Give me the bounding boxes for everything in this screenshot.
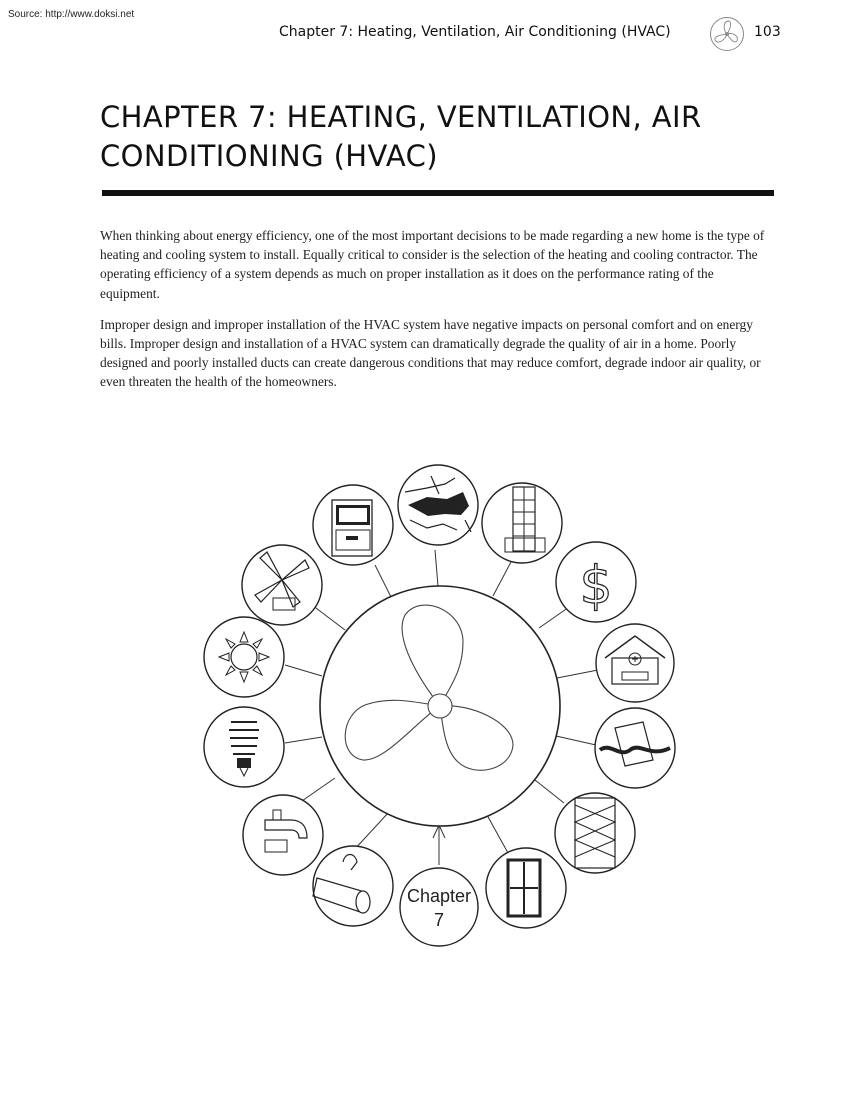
sun-icon: [204, 617, 284, 697]
building-icon: [482, 483, 562, 563]
title-rule: [102, 190, 774, 196]
us-map-icon: [398, 465, 478, 545]
fan-logo-icon: [709, 16, 745, 52]
windmill-icon: [242, 545, 322, 625]
insulation-batt-icon: [555, 793, 635, 873]
paragraph: Improper design and improper installation of the HVAC system have negative impacts on personal comfort and on energy bills. Improper design and installation of a HVAC system can dramatically degrade the quality of air in a home. Poorly designed and poorly installed ducts can create dangerous conditions that may reduce comfort, degrade indoor air quality, or even threaten the health of the homeowners.: [100, 316, 761, 390]
hvac-topic-wheel-diagram: [195, 460, 685, 955]
dollar-icon: [556, 542, 636, 622]
source-note: Source: http://www.doksi.net: [8, 9, 135, 20]
svg-text:$: $: [579, 556, 613, 616]
paragraph: When thinking about energy efficiency, one of the most important decisions to be made regarding a new home is the type of heating and cooling system to install. Equally critical to consider is the selection of the heating and cooling contractor. The operating efficiency of a system depends as much on proper installation as it does on the performance rating of the equipment.: [100, 228, 765, 301]
chapter-7-label-line1: Chapter: [406, 886, 472, 906]
wall-insulation-icon: [595, 708, 675, 788]
faucet-icon: [243, 795, 323, 875]
chapter-7-icon: [400, 868, 478, 946]
house-hvac-icon: [596, 624, 674, 702]
duct-tape-icon: [313, 846, 393, 926]
running-header-title: Chapter 7: Heating, Ventilation, Air Conditioning (HVAC): [279, 24, 671, 40]
light-bulb-icon: [204, 707, 284, 787]
chapter-title: CHAPTER 7: HEATING, VENTILATION, AIR CONDITIONING (HVAC): [100, 100, 702, 173]
page-number: 103: [754, 24, 781, 40]
chapter-7-label-line2: 7: [433, 910, 445, 930]
fan-icon: [320, 586, 560, 826]
body-text: [100, 226, 770, 404]
window-icon: [486, 848, 566, 928]
file-cabinet-icon: [313, 485, 393, 565]
